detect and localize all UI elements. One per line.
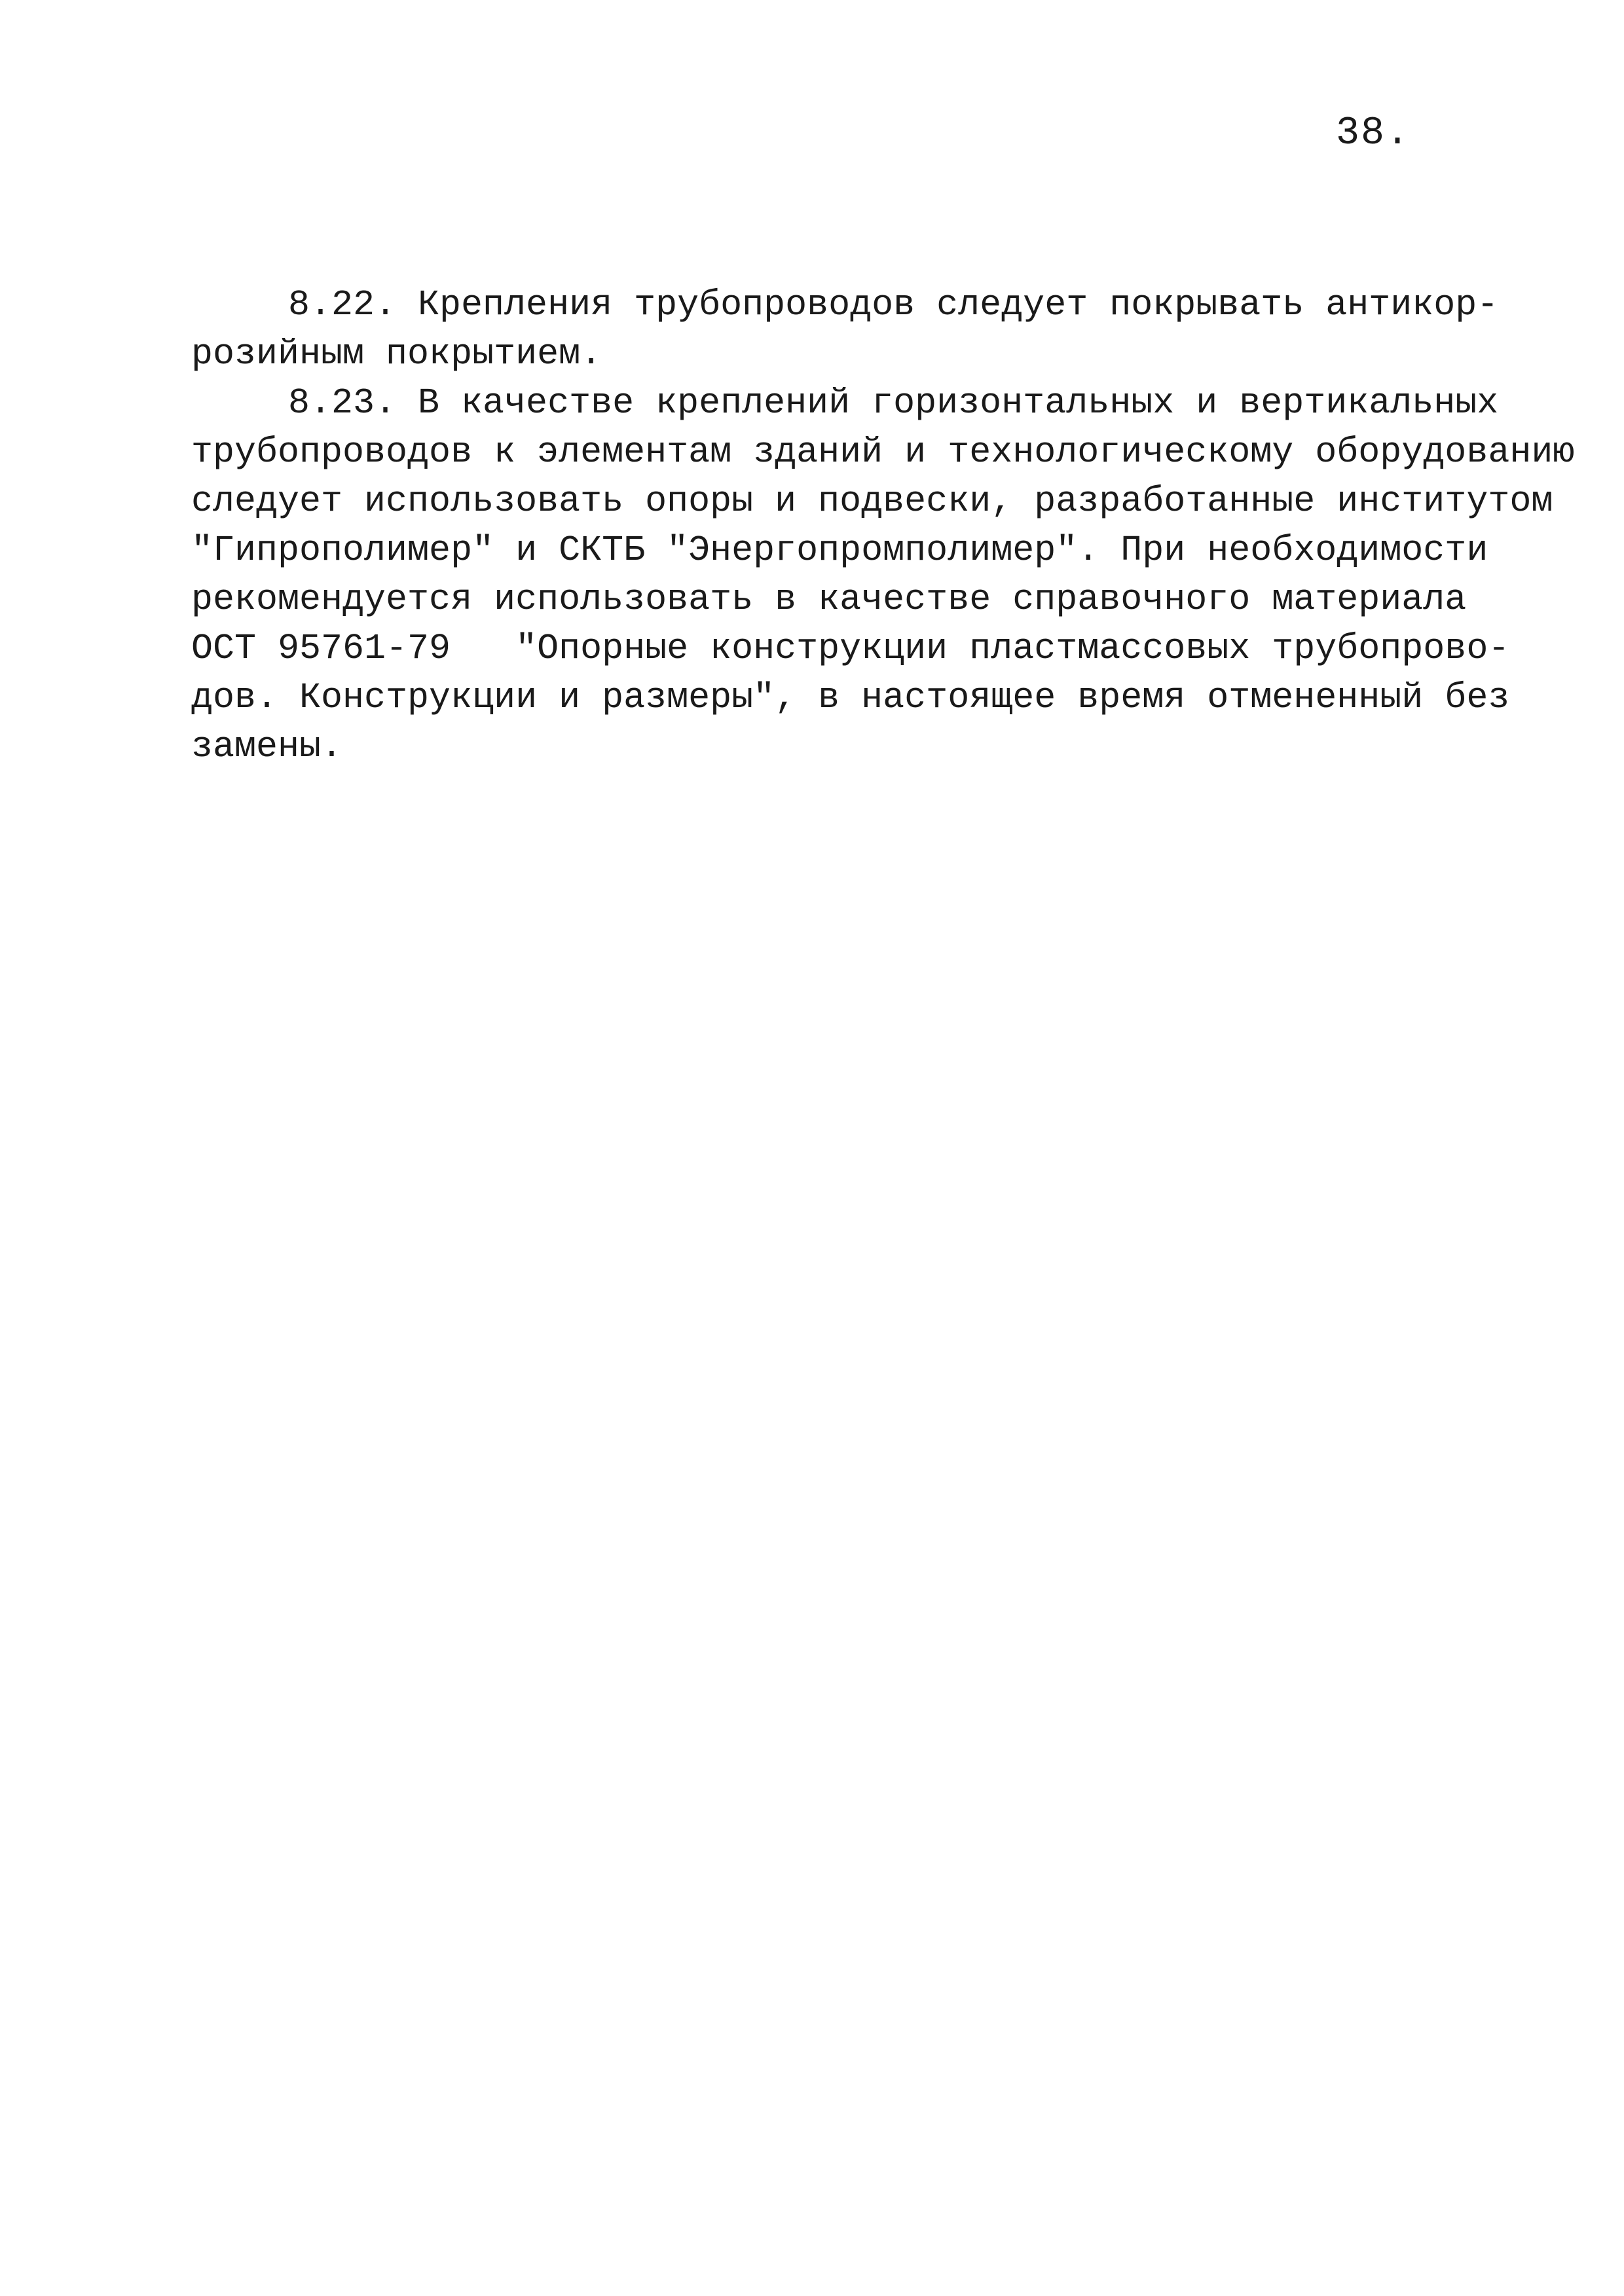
paragraph-8-23-line-6: ОСТ 95761-79 "Опорные конструкции пластмассовых трубопрово- (191, 628, 1510, 669)
paragraph-8-23-line-1: 8.23. В качестве креплений горизонтальных и вертикальных (288, 382, 1499, 424)
paragraph-8-23-line-3: следует использовать опоры и подвески, разработанные институтом (191, 481, 1553, 522)
paragraph-8-23-line-8: замены. (191, 726, 343, 767)
paragraph-8-22-line-2: розийным покрытием. (191, 333, 602, 374)
paragraph-8-23-line-7: дов. Конструкции и размеры", в настоящее время отмененный без (191, 677, 1510, 718)
paragraph-8-22-line-1: 8.22. Крепления трубопроводов следует покрывать антикор- (288, 284, 1499, 325)
paragraph-8-23-line-5: рекомендуется использовать в качестве справочного материала (191, 579, 1467, 620)
paragraph-8-23-line-4: "Гипрополимер" и СКТБ "Энергопромполимер". При необходимости (191, 530, 1488, 571)
paragraph-8-23-line-2: трубопроводов к элементам зданий и технологическому оборудованию (191, 431, 1575, 473)
body-text (191, 280, 1575, 771)
page-number: 38. (1336, 111, 1411, 156)
